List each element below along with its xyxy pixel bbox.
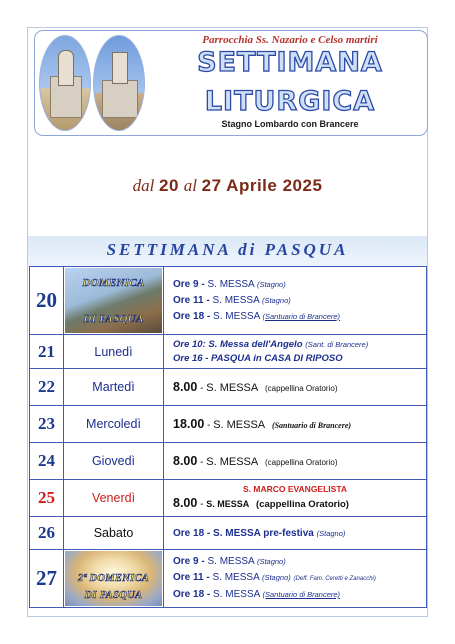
schedule-table <box>29 266 427 608</box>
table-row <box>30 480 427 517</box>
schedule-cell: Ore 10: S. Messa dell'Angelo (Sant. di Brancere) Ore 16 - PASQUA in CASA DI RIPOSO <box>164 335 427 369</box>
table-row <box>30 517 427 550</box>
schedule-cell: 8.00 - S. MESSA (cappellina Oratorio) <box>164 443 427 480</box>
day-number: 22 <box>30 369 64 406</box>
day-number: 25 <box>30 480 64 517</box>
week-title: SETTIMANA di PASQUA <box>28 236 427 266</box>
schedule-cell: S. MARCO EVANGELISTA 8.00 - S. MESSA (cappellina Oratorio) <box>164 480 427 517</box>
table-row <box>30 443 427 480</box>
schedule-cell: Ore 9 - S. MESSA (Stagno) Ore 11 - S. MESSA (Stagno) Ore 18 - S. MESSA (Santuario di Brancere) <box>164 267 427 335</box>
church-photo-right <box>93 35 145 131</box>
church-photo-left <box>39 35 91 131</box>
title-settimana: SETTIMANA <box>197 47 383 78</box>
day-name: Giovedì <box>64 443 164 480</box>
day-number: 23 <box>30 406 64 443</box>
table-row <box>30 267 427 335</box>
schedule-cell: Ore 18 - S. MESSA pre-festiva (Stagno) <box>164 517 427 550</box>
table-row <box>30 369 427 406</box>
title-liturgica: LITURGICA <box>204 86 376 117</box>
day-name: Lunedì <box>64 335 164 369</box>
day-name: Sabato <box>64 517 164 550</box>
day-number: 21 <box>30 335 64 369</box>
day-number: 27 <box>30 550 64 608</box>
day-number: 26 <box>30 517 64 550</box>
day-name: Martedì <box>64 369 164 406</box>
table-row <box>30 406 427 443</box>
table-row <box>30 335 427 369</box>
feast-label: S. MARCO EVANGELISTA <box>242 483 348 494</box>
schedule-cell: 8.00 - S. MESSA (cappellina Oratorio) <box>164 369 427 406</box>
sunday-image: DOMENICA DI PASQUA <box>64 267 164 335</box>
table-row <box>30 550 427 608</box>
schedule-cell: Ore 9 - S. MESSA (Stagno) Ore 11 - S. MESSA (Stagno) (Deff. Fam. Ceretti e Zanacchi) Ore 18 - S. MESSA (Santuario di Brancere) <box>164 550 427 608</box>
header-banner <box>34 30 428 136</box>
day-name: Mercoledì <box>64 406 164 443</box>
day-number: 20 <box>30 267 64 335</box>
parish-name: Parrocchia Ss. Nazario e Celso martiri <box>202 34 378 46</box>
day-name: Venerdì <box>64 480 164 517</box>
day-number: 24 <box>30 443 64 480</box>
location-subtitle: Stagno Lombardo con Brancere <box>221 119 359 129</box>
schedule-cell: 18.00 - S. MESSA (Santuario di Brancere) <box>164 406 427 443</box>
date-range: dal 20 al 27 Aprile 2025 <box>132 176 323 195</box>
sunday-image: 2ª DOMENICA DI PASQUA <box>64 550 164 608</box>
